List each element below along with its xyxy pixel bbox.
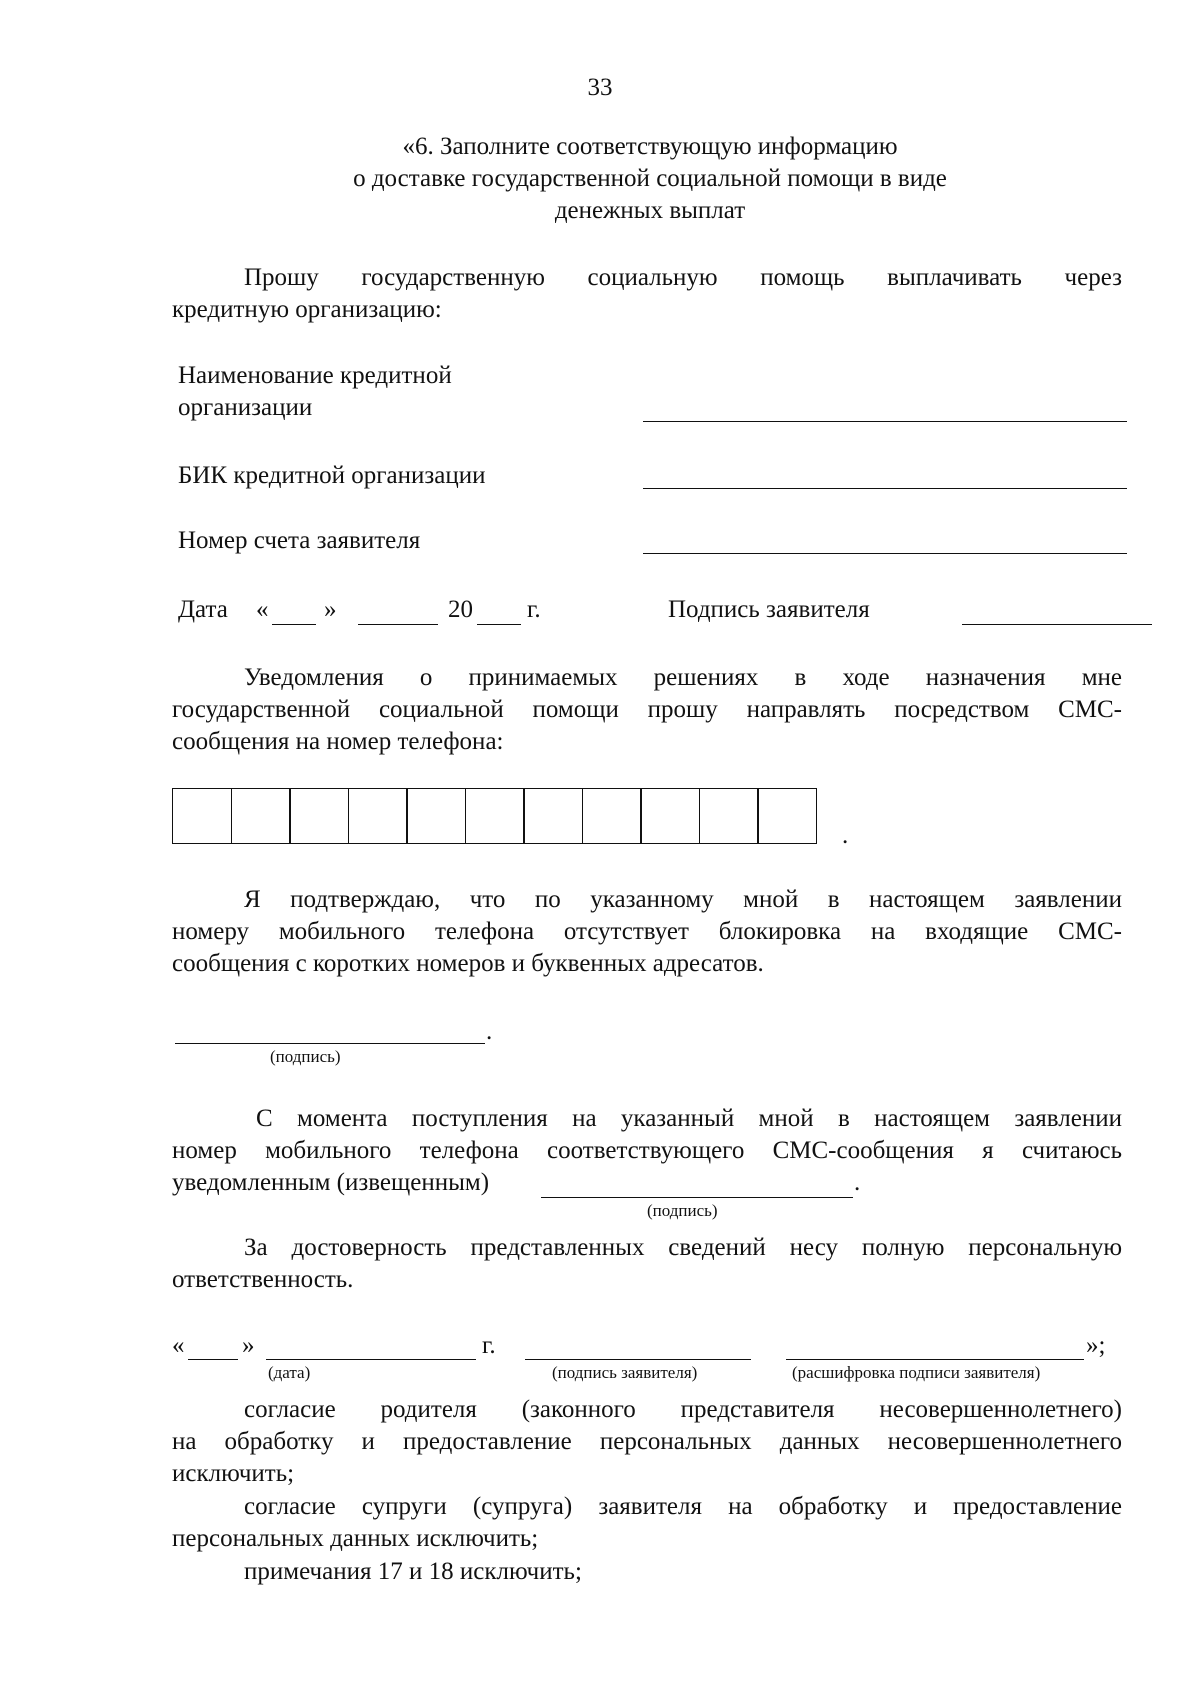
confirm-signature-line[interactable] [175, 1043, 485, 1044]
caption-date: (дата) [268, 1363, 311, 1382]
account-label: Номер счета заявителя [178, 527, 421, 554]
amendment-2: согласие супруги (супруга) заявителя на обработку и предоставление персональных данных исключить; [172, 1493, 1122, 1552]
phone-digit-cell[interactable] [465, 788, 525, 844]
date-close-quote: » [324, 596, 337, 623]
section-heading [150, 131, 1150, 227]
final-signature-line[interactable] [525, 1359, 751, 1360]
phone-digit-cell[interactable] [348, 788, 408, 844]
heading-line-1: «6. Заполните соответствующую информацию [402, 133, 898, 160]
responsibility-paragraph: За достоверность представленных сведений несу полную персональную ответственность. [172, 1234, 1122, 1293]
amendment-3: примечания 17 и 18 исключить; [244, 1558, 582, 1585]
confirm-signature-dot: . [486, 1018, 493, 1045]
date-label: Дата [178, 596, 228, 623]
intro-line-1: Прошу государственную социальную помощь выплачивать через [244, 264, 1122, 291]
date-year-suffix: г. [527, 596, 541, 623]
moment-dot: . [854, 1169, 861, 1196]
bank-name-label: Наименование кредитной организации [178, 362, 452, 421]
final-day-line[interactable] [188, 1359, 238, 1360]
phone-digit-cell[interactable] [757, 788, 817, 844]
final-year-suffix: г. [482, 1332, 496, 1359]
phone-digit-cell[interactable] [172, 788, 232, 844]
phone-digit-cell[interactable] [699, 788, 759, 844]
phone-digit-cell[interactable] [523, 788, 583, 844]
heading-line-3: денежных выплат [554, 197, 746, 224]
date-year-prefix: 20 [448, 596, 473, 623]
phone-number-cells [172, 788, 817, 844]
heading-line-2: о доставке государственной социальной помощи в виде [353, 165, 947, 192]
date-month-line[interactable] [358, 624, 438, 625]
caption-decode: (расшифровка подписи заявителя) [792, 1363, 1041, 1382]
notification-paragraph: Уведомления о принимаемых решениях в ходе назначения мне государственной социальной помощи прошу направлять посредством СМС- сообщения на номер телефона: [172, 664, 1122, 755]
phone-digit-cell[interactable] [289, 788, 349, 844]
final-end-mark: »; [1086, 1332, 1106, 1359]
moment-paragraph: С момента поступления на указанный мной в настоящем заявлении номер мобильного телефона соответствующего СМС-сообщения я считаюсь [172, 1105, 1122, 1164]
final-decode-line[interactable] [786, 1359, 1084, 1360]
signature-line[interactable] [962, 624, 1152, 625]
moment-caption: (подпись) [647, 1201, 718, 1220]
phone-digit-cell[interactable] [582, 788, 642, 844]
intro-paragraph [172, 262, 1122, 326]
phone-digit-cell[interactable] [640, 788, 700, 844]
bank-name-line[interactable] [643, 421, 1127, 422]
phone-digit-cell[interactable] [231, 788, 291, 844]
date-year-line[interactable] [477, 624, 521, 625]
account-line[interactable] [643, 553, 1127, 554]
intro-line-2: кредитную организацию: [172, 296, 442, 323]
signature-label: Подпись заявителя [668, 596, 870, 623]
bik-label: БИК кредитной организации [178, 462, 486, 489]
final-date-line[interactable] [266, 1359, 476, 1360]
moment-signature-line[interactable] [541, 1197, 853, 1198]
date-open-quote: « [256, 596, 269, 623]
moment-last-line: уведомленным (извещенным) [172, 1169, 490, 1196]
phone-digit-cell[interactable] [406, 788, 466, 844]
confirm-paragraph: Я подтверждаю, что по указанному мной в настоящем заявлении номеру мобильного телефона отсутствует блокировка на входящие СМС- сообщения с коротких номеров и буквенных адресатов. [172, 886, 1122, 977]
caption-signature: (подпись заявителя) [552, 1363, 698, 1382]
final-open-quote: « [172, 1332, 185, 1359]
date-day-line[interactable] [272, 624, 316, 625]
amendment-1: согласие родителя (законного представителя несовершеннолетнего) на обработку и предоставление персональных данных несовершеннолетнего исключить; [172, 1396, 1122, 1487]
bik-line[interactable] [643, 488, 1127, 489]
phone-end-mark: . [842, 822, 849, 849]
page-number: 33 [587, 74, 613, 101]
confirm-signature-caption: (подпись) [270, 1047, 341, 1066]
final-close-quote: » [242, 1332, 255, 1359]
